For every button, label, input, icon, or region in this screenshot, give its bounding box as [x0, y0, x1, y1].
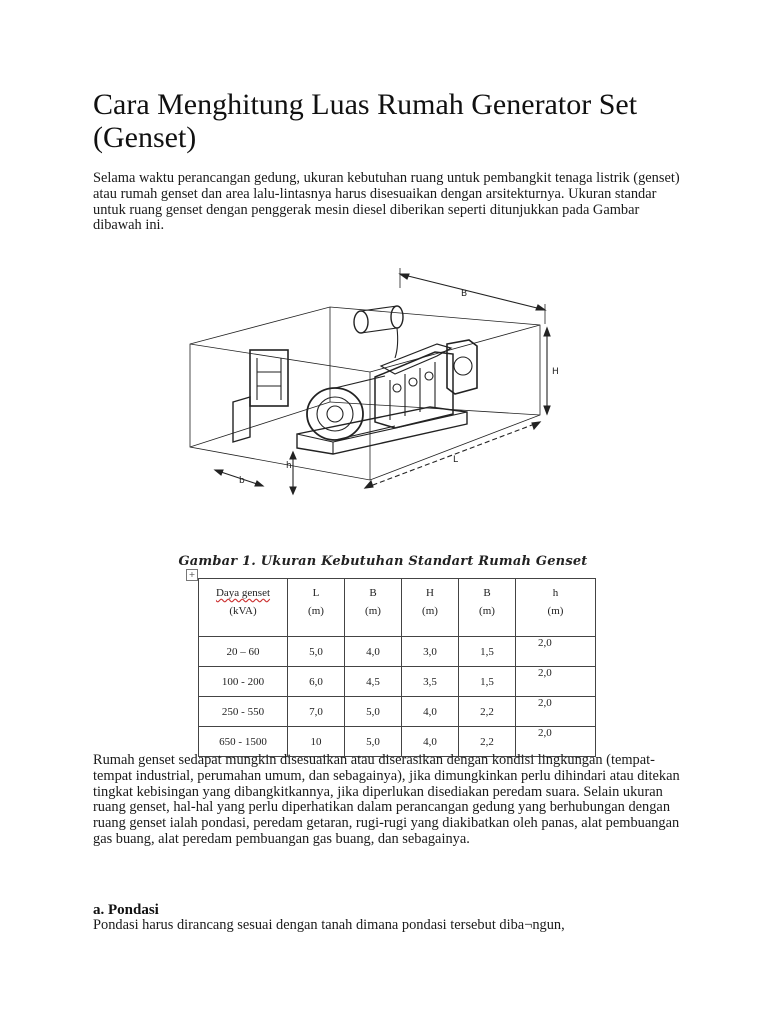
table-cell: 4,5 — [345, 667, 402, 697]
header-unit: (kVA) — [229, 605, 257, 617]
table-cell: 2,2 — [459, 697, 516, 727]
table-cell: 650 - 1500 — [199, 727, 288, 757]
table-cell: 2,0 — [516, 727, 596, 757]
header-name: H — [426, 587, 434, 599]
header-name: B — [483, 587, 491, 599]
table-cell: 2,0 — [516, 667, 596, 697]
table-cell: 3,0 — [402, 637, 459, 667]
dim-label-L: L — [453, 455, 459, 465]
table-cell: 5,0 — [288, 637, 345, 667]
genset-size-table — [198, 578, 596, 757]
header-unit: (m) — [547, 605, 564, 617]
table-cell: 5,0 — [345, 727, 402, 757]
header-cell — [345, 579, 402, 637]
header-unit: (m) — [365, 605, 381, 617]
section-text-pondasi: Pondasi harus dirancang sesuai dengan tanah dimana pondasi tersebut diba¬ngun, — [93, 917, 565, 933]
table-cell: 100 - 200 — [199, 667, 288, 697]
header-name: Daya genset — [215, 587, 271, 599]
table-cell: 1,5 — [459, 637, 516, 667]
table-cell: 20 – 60 — [199, 637, 288, 667]
header-cell — [459, 579, 516, 637]
table-cell: 250 - 550 — [199, 697, 288, 727]
table-cell: 2,0 — [516, 697, 596, 727]
table-header-row — [199, 579, 596, 637]
figure-caption: Gambar 1. Ukuran Kebutuhan Standart Rumah Genset — [178, 554, 588, 569]
table-cell: 4,0 — [402, 697, 459, 727]
table-cell: 6,0 — [288, 667, 345, 697]
dim-label-B: B — [461, 289, 468, 299]
table-cell: 10 — [288, 727, 345, 757]
table-cell: 7,0 — [288, 697, 345, 727]
header-cell — [402, 579, 459, 637]
intro-paragraph: Selama waktu perancangan gedung, ukuran kebutuhan ruang untuk pembangkit tenaga listrik (genset) atau rumah genset dan area lalu-lintasnya harus disesuaikan dengan arsitekturnya. Ukuran standar untuk ruang genset dengan penggerak mesin diesel diberikan seperti ditunjukkan pada Gambar dibawah ini. — [93, 170, 680, 234]
header-unit: (m) — [479, 605, 495, 617]
dim-label-H: H — [552, 367, 559, 377]
table-cell: 5,0 — [345, 697, 402, 727]
genset-room-diagram — [185, 262, 575, 542]
header-name: L — [312, 587, 320, 599]
section-heading-pondasi: a. Pondasi — [93, 902, 159, 918]
header-unit: (m) — [308, 605, 324, 617]
table-row — [199, 667, 596, 697]
dim-label-b: b — [239, 476, 245, 486]
header-cell — [288, 579, 345, 637]
table-row — [199, 697, 596, 727]
table-anchor-icon: + — [186, 569, 198, 581]
header-name: B — [369, 587, 377, 599]
header-name: h — [552, 587, 559, 599]
table-cell: 4,0 — [345, 637, 402, 667]
table-cell: 2,2 — [459, 727, 516, 757]
genset-room-figure — [185, 262, 575, 542]
header-unit: (m) — [422, 605, 438, 617]
page-title: Cara Menghitung Luas Rumah Generator Set (Genset) — [93, 88, 638, 154]
header-cell — [199, 579, 288, 637]
table-cell: 2,0 — [516, 637, 596, 667]
body-paragraph: Rumah genset sedapat mungkin disesuaikan atau diserasikan dengan kondisi lingkungan (tempat-tempat industrial, perumahan umum, dan sebagainya), jika dimungkinkan perlu dihindari atau ditekan tingkat kebisingan yang dibangkitkannya, jika diperlukan disediakan peredam suara. Selain ukuran ruang genset, hal-hal yang perlu diperhatikan dalam perancangan gedung yang berhubungan dengan ruang genset ialah pondasi, peredam getaran, rugi-rugi yang diakibatkan oleh panas, alat pembuangan gas buang, alat peredam pembuangan gas buang, dan sebagainya. — [93, 752, 680, 847]
table-cell: 1,5 — [459, 667, 516, 697]
dim-label-h: h — [286, 461, 292, 471]
table-cell: 3,5 — [402, 667, 459, 697]
table-cell: 4,0 — [402, 727, 459, 757]
header-cell — [516, 579, 596, 637]
table-row — [199, 637, 596, 667]
